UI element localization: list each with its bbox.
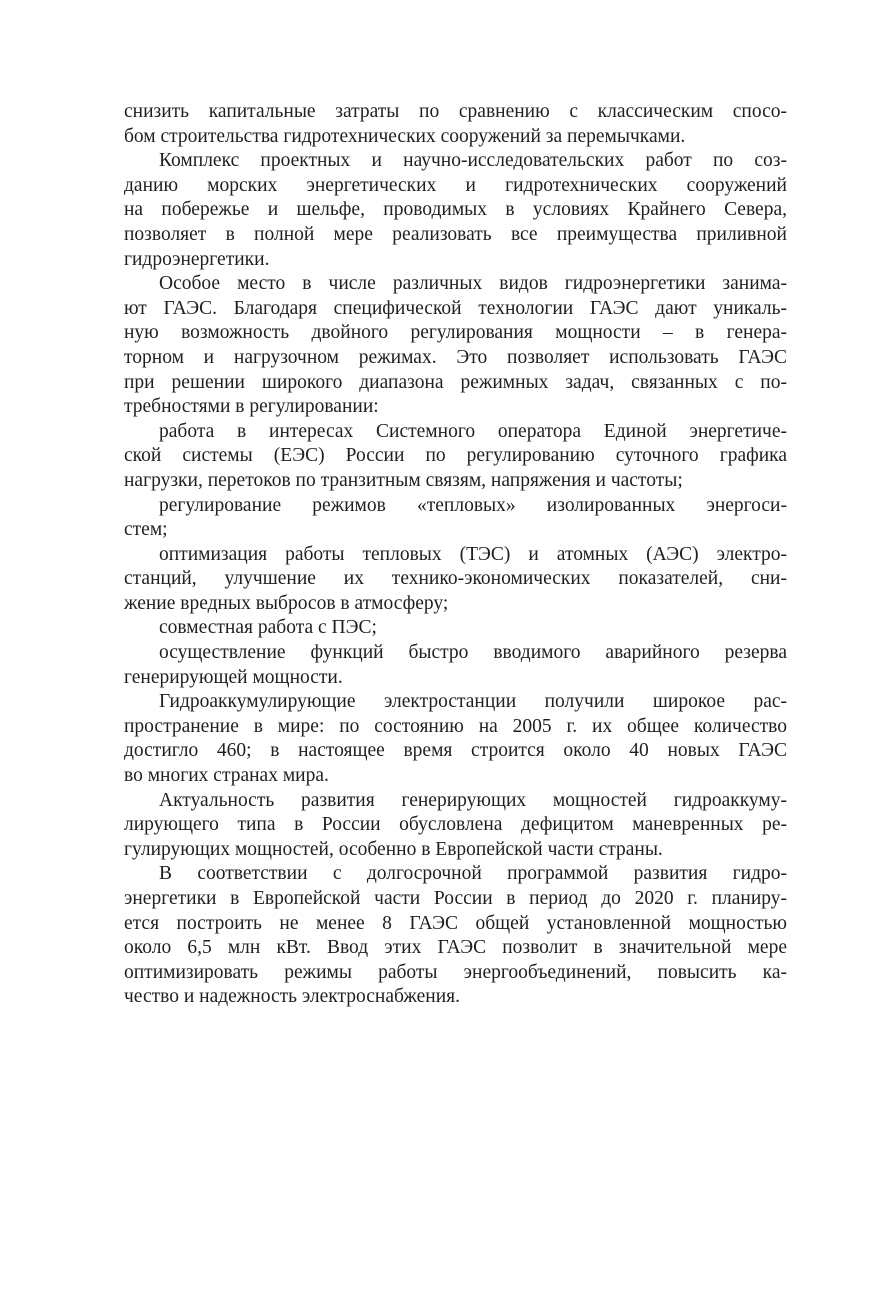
text-line: жение вредных выбросов в атмосферу; — [124, 592, 449, 614]
text-line: энергетики в Европейской части России в период до 2020 г. планиру- — [124, 888, 787, 909]
text-line: работа в интересах Системного оператора Единой энергетиче- — [159, 420, 787, 442]
text-line: стем; — [124, 519, 168, 541]
text-line: генерирующей мощности. — [124, 666, 343, 688]
text-line: ную возможность двойного регулирования мощности – в генера- — [124, 322, 787, 344]
text-line: Комплекс проектных и научно-исследовательских работ по соз- — [159, 150, 787, 172]
text-line: оптимизировать режимы работы энергообъединений, повысить ка- — [124, 961, 787, 983]
text-line: станций, улучшение их технико-экономических показателей, сни- — [124, 568, 787, 590]
text-line: достигло 460; в настоящее время строится около 40 новых ГАЭС — [124, 740, 787, 762]
text-line: лирующего типа в России обусловлена дефицитом маневренных ре- — [124, 814, 787, 836]
text-line: В соответствии с долгосрочной программой развития гидро- — [159, 863, 787, 885]
text-line: во многих странах мира. — [124, 765, 329, 787]
text-line: снизить капитальные затраты по сравнению с классическим спосо- — [124, 101, 787, 122]
text-line: осуществление функций быстро вводимого аварийного резерва — [159, 642, 787, 664]
text-line: пространение в мире: по состоянию на 2005 г. их общее количество — [124, 715, 787, 737]
text-line: бом строительства гидротехнических сооружений за перемычками. — [124, 125, 686, 147]
text-line: ской системы (ЕЭС) России по регулированию суточного графика — [124, 445, 787, 467]
text-line: ется построить не менее 8 ГАЭС общей установленной мощностью — [124, 912, 787, 934]
text-line: регулирование режимов «тепловых» изолированных энергоси- — [159, 494, 787, 516]
text-line: данию морских энергетических и гидротехнических сооружений — [124, 174, 787, 196]
text-line: ют ГАЭС. Благодаря специфической технологии ГАЭС дают уникаль- — [124, 297, 787, 319]
text-line: торном и нагрузочном режимах. Это позволяет использовать ГАЭС — [124, 346, 787, 368]
text-line: чество и надежность электроснабжения. — [124, 986, 461, 1008]
text-line: гидроэнергетики. — [124, 248, 270, 270]
text-line: совместная работа с ПЭС; — [159, 617, 377, 639]
text-line: гулирующих мощностей, особенно в Европейской части страны. — [124, 838, 663, 860]
text-line: при решении широкого диапазона режимных задач, связанных с по- — [124, 371, 787, 393]
text-line: Гидроаккумулирующие электростанции получили широкое рас- — [159, 691, 787, 713]
text-line: около 6,5 млн кВт. Ввод этих ГАЭС позволит в значительной мере — [124, 937, 787, 959]
text-line: требностями в регулировании: — [124, 396, 379, 418]
text-line: Особое место в числе различных видов гидроэнергетики занима- — [159, 273, 787, 295]
text-line: оптимизация работы тепловых (ТЭС) и атомных (АЭС) электро- — [159, 543, 787, 565]
text-line: позволяет в полной мере реализовать все преимущества приливной — [124, 223, 787, 245]
text-line: на побережье и шельфе, проводимых в условиях Крайнего Севера, — [124, 199, 787, 221]
text-line: нагрузки, перетоков по транзитным связям, напряжения и частоты; — [124, 469, 683, 491]
document-page — [124, 100, 787, 1010]
text-line: Актуальность развития генерирующих мощностей гидроаккуму- — [159, 789, 787, 811]
